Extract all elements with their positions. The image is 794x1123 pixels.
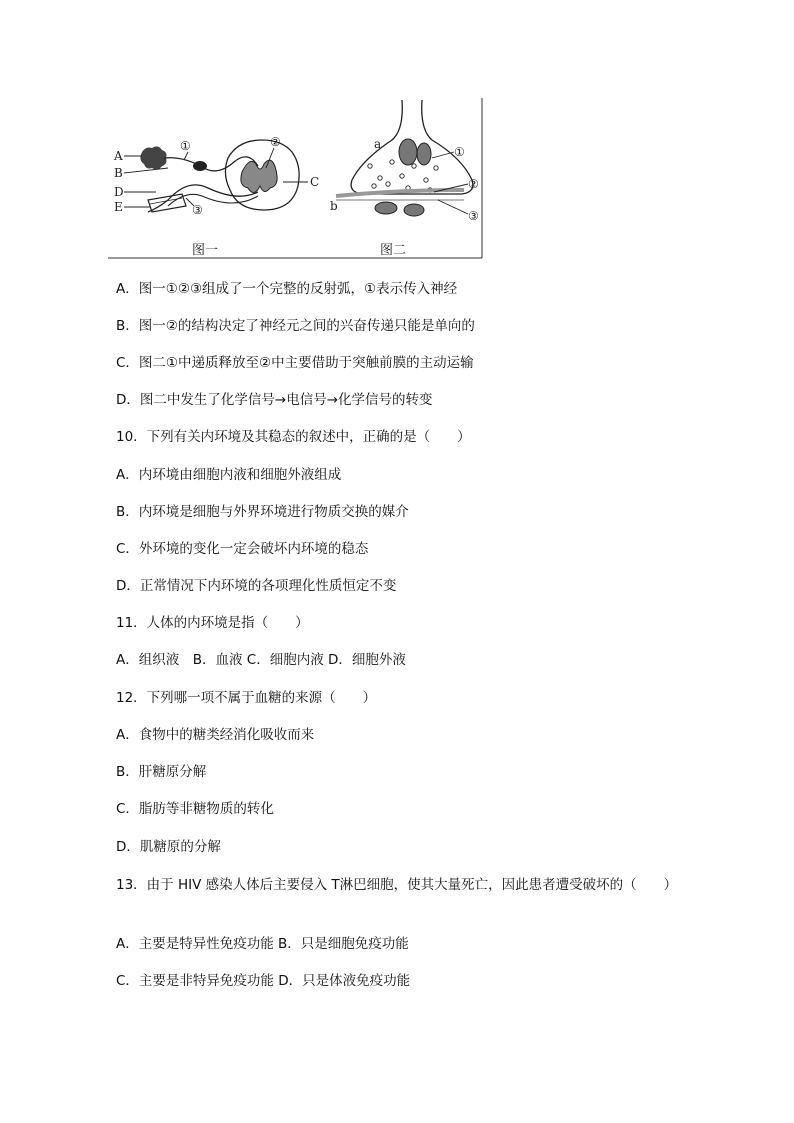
fig2-leader-3 [438,200,468,214]
q10-option-b: B．内环境是细胞与外界环境进行物质交换的媒介 [116,504,409,520]
fig2-synapse [330,100,479,258]
receptor-a-shape [140,146,166,169]
q10-option-c: C．外环境的变化一定会破坏内环境的稳态 [116,541,369,557]
fig1-label-3: ③ [192,203,203,217]
q13-options-cd: C．主要是非特异免疫功能 D．只是体液免疫功能 [116,973,411,989]
efferent-nerve-path [148,185,258,212]
fig1-label-2: ② [270,135,281,149]
q11-options: A．组织液 B．血液 C．细胞内液 D．细胞外液 [116,652,406,668]
q12-option-d: D．肌糖原的分解 [116,839,221,855]
figure-svg [108,96,484,262]
q10-stem: 10．下列有关内环境及其稳态的叙述中，正确的是（ ） [116,429,471,445]
q10-option-a: A．内环境由细胞内液和细胞外液组成 [116,467,342,483]
grey-matter-shape [241,160,277,192]
leader-b [124,168,168,173]
q13-options-ab: A．主要是特异性免疫功能 B．只是细胞免疫功能 [116,936,409,952]
fig2-caption: 图二 [380,243,407,258]
fig1-label-c: C [310,175,320,189]
post-mitochondrion-2 [404,204,424,216]
post-mitochondrion-1 [375,202,397,214]
fig1-label-1: ① [180,139,191,153]
fig2-leader-1 [432,152,454,158]
q10-option-d: D．正常情况下内环境的各项理化性质恒定不变 [116,578,397,594]
q9-option-a: A．图一①②③组成了一个完整的反射弧，①表示传入神经 [116,281,458,297]
q9-option-b: B．图一②的结构决定了神经元之间的兴奋传递只能是单向的 [116,318,475,334]
ganglion-shape [193,161,207,171]
fig2-label-a: a [374,137,382,151]
fig2-label-3: ③ [468,209,479,223]
q12-option-c: C．脂肪等非糖物质的转化 [116,801,274,817]
leader-1 [184,152,188,160]
fig1-label-d: D [114,185,124,199]
fig1-label-a: A [114,149,123,163]
q13-stem: 13．由于 HIV 感染人体后主要侵入 T淋巴细胞，使其大量死亡，因此患者遭受破坏的（ ） [116,877,678,893]
mitochondrion-2 [417,143,431,165]
q11-stem: 11．人体的内环境是指（ ） [116,615,309,631]
fig1-label-e: E [114,200,123,214]
fig1-reflex-arc [113,135,319,258]
q9-option-d: D．图二中发生了化学信号→电信号→化学信号的转变 [116,392,433,408]
q12-option-b: B．肝糖原分解 [116,764,207,780]
fig2-label-1: ① [454,145,465,159]
q12-stem: 12．下列哪一项不属于血糖的来源（ ） [116,690,377,706]
postsynaptic-membrane [336,190,464,196]
fig2-label-2: ② [468,177,479,191]
mitochondrion-1 [399,139,417,165]
fig2-label-b: b [330,199,338,213]
fig1-caption: 图一 [192,243,219,258]
q12-option-a: A．食物中的糖类经消化吸收而来 [116,727,315,743]
fig1-label-b: B [114,166,123,180]
q9-option-c: C．图二①中递质释放至②中主要借助于突触前膜的主动运输 [116,355,474,371]
neural-reflex-figure [108,96,484,262]
